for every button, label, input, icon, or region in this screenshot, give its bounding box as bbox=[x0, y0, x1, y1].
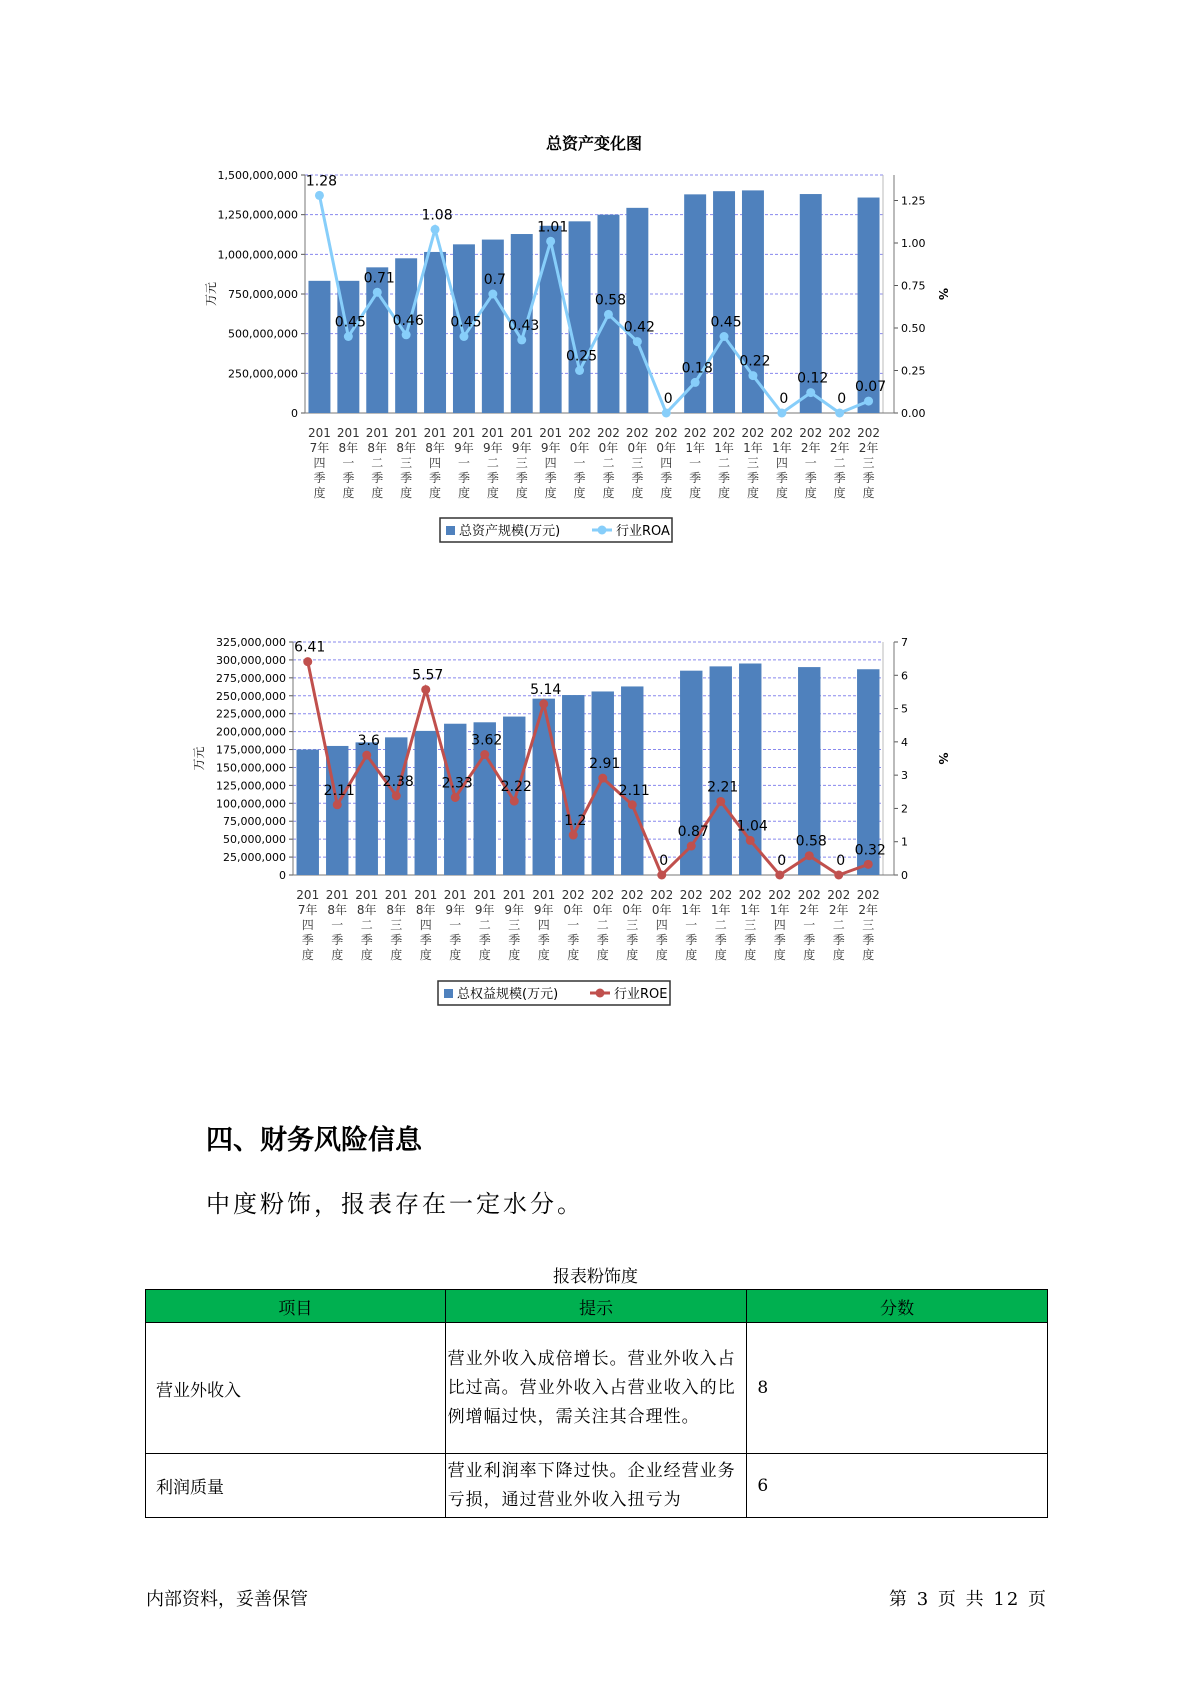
y-tick-label: 150,000,000 bbox=[216, 761, 286, 775]
x-tick-label: 202 1年一季度 bbox=[683, 426, 707, 500]
footer-page-number: 第 3 页 共 12 页 bbox=[889, 1589, 1048, 1610]
x-tick-label: 201 8年四季度 bbox=[414, 888, 438, 962]
data-label: 1.01 bbox=[537, 219, 569, 236]
y-tick-label: 25,000,000 bbox=[223, 851, 286, 865]
x-tick-label: 202 1年二季度 bbox=[709, 888, 733, 962]
y-axis-label: 万元 bbox=[192, 746, 206, 771]
y-tick-label: 75,000,000 bbox=[223, 815, 286, 829]
data-label: 0.42 bbox=[623, 319, 655, 336]
row-hint: 营业利润率下降过快。企业经营业务亏损，通过营业外收入扭亏为 bbox=[445, 1454, 747, 1518]
line-point bbox=[662, 409, 671, 418]
header-item: 项目 bbox=[146, 1290, 446, 1323]
data-label: 5.14 bbox=[530, 681, 562, 698]
y-tick-label: 250,000,000 bbox=[216, 689, 286, 703]
y2-axis-label: % bbox=[936, 287, 950, 301]
x-tick-label: 201 8年三季度 bbox=[384, 888, 408, 962]
data-label: 2.33 bbox=[441, 775, 473, 792]
x-tick-label: 201 9年一季度 bbox=[452, 426, 476, 500]
x-tick-label: 202 1年四季度 bbox=[770, 426, 794, 500]
line-point bbox=[805, 851, 814, 860]
x-tick-label: 201 9年二季度 bbox=[473, 888, 497, 962]
y-tick-label: 0 bbox=[279, 869, 286, 882]
line-point bbox=[598, 774, 607, 783]
x-tick-label: 201 8年一季度 bbox=[325, 888, 349, 962]
line-point bbox=[569, 831, 578, 840]
x-tick-label: 201 8年一季度 bbox=[336, 426, 360, 500]
data-label: 0.25 bbox=[565, 348, 598, 365]
section-text: 中度粉饰，报表存在一定水分。 bbox=[206, 1190, 584, 1218]
bar bbox=[626, 208, 648, 413]
x-tick-label: 202 0年二季度 bbox=[591, 888, 615, 962]
data-label: 0 bbox=[836, 853, 846, 869]
line-point bbox=[834, 871, 843, 880]
bar bbox=[562, 695, 587, 875]
legend-label-line: 行业ROA bbox=[616, 524, 670, 539]
data-label: 0.32 bbox=[854, 842, 886, 859]
bar bbox=[540, 226, 562, 413]
data-label: 2.21 bbox=[707, 779, 739, 796]
bar bbox=[356, 742, 378, 875]
table-header-row bbox=[146, 1290, 1048, 1323]
y-tick-label: 500,000,000 bbox=[228, 327, 298, 341]
bar bbox=[424, 252, 446, 413]
data-label: 0.12 bbox=[797, 370, 829, 387]
y-tick-label: 250,000,000 bbox=[228, 367, 298, 381]
x-tick-label: 202 0年三季度 bbox=[620, 888, 644, 962]
y-tick-label: 125,000,000 bbox=[216, 779, 286, 793]
data-label: 0.45 bbox=[334, 314, 366, 331]
x-tick-label: 201 8年四季度 bbox=[423, 426, 447, 500]
x-tick-label: 201 8年三季度 bbox=[394, 426, 418, 500]
line-point bbox=[315, 191, 324, 200]
y2-tick-label: 4 bbox=[901, 735, 908, 749]
legend-swatch-bar bbox=[446, 526, 455, 535]
legend-label-bar: 总权益规模(万元) bbox=[457, 987, 559, 1002]
x-tick-label: 201 7年四季度 bbox=[296, 888, 320, 962]
y2-tick-label: 1.00 bbox=[901, 237, 926, 250]
y-tick-label: 1,000,000,000 bbox=[217, 248, 298, 262]
line-point bbox=[575, 366, 584, 375]
x-tick-label: 202 2年三季度 bbox=[856, 888, 880, 962]
line-point bbox=[480, 750, 489, 759]
x-tick-label: 202 0年三季度 bbox=[625, 426, 649, 500]
row-item: 利润质量 bbox=[146, 1454, 446, 1518]
line-point bbox=[835, 409, 844, 418]
data-label: 0.46 bbox=[392, 312, 424, 329]
legend-swatch-point bbox=[596, 989, 605, 998]
y-tick-label: 0 bbox=[291, 407, 298, 420]
row-item: 营业外收入 bbox=[146, 1323, 446, 1454]
line-point bbox=[333, 800, 342, 809]
total-equity-chart-svg bbox=[170, 635, 1020, 1085]
line-point bbox=[421, 685, 430, 694]
table-row bbox=[146, 1454, 1048, 1518]
row-score: 8 bbox=[747, 1323, 1048, 1454]
y2-tick-label: 0.75 bbox=[901, 279, 926, 293]
y2-tick-label: 0.25 bbox=[901, 364, 926, 378]
section-title: 四、财务风险信息 bbox=[206, 1125, 422, 1156]
legend-swatch-point bbox=[598, 526, 607, 535]
total-assets-chart-svg bbox=[170, 135, 1020, 605]
x-tick-label: 202 1年四季度 bbox=[768, 888, 792, 962]
line-point bbox=[510, 797, 519, 806]
x-tick-label: 201 8年二季度 bbox=[355, 888, 379, 962]
data-label: 1.28 bbox=[305, 173, 338, 190]
y2-tick-label: 6 bbox=[901, 669, 908, 683]
bar bbox=[710, 666, 732, 875]
bar bbox=[503, 717, 525, 875]
y-tick-label: 200,000,000 bbox=[216, 725, 286, 739]
line-point bbox=[451, 793, 460, 802]
line-point bbox=[748, 371, 757, 380]
data-label: 1.04 bbox=[736, 818, 768, 835]
line-point bbox=[303, 657, 312, 666]
row-score: 6 bbox=[747, 1454, 1048, 1518]
header-score: 分数 bbox=[747, 1290, 1048, 1323]
y-tick-label: 175,000,000 bbox=[216, 743, 286, 757]
data-label: 2.91 bbox=[589, 756, 621, 773]
x-tick-label: 202 1年二季度 bbox=[712, 426, 736, 500]
x-tick-label: 201 9年三季度 bbox=[510, 426, 534, 500]
data-label: 1.08 bbox=[421, 207, 453, 224]
y2-tick-label: 0 bbox=[901, 869, 908, 882]
bar bbox=[308, 281, 330, 413]
y2-axis-label: % bbox=[936, 752, 950, 765]
x-tick-label: 201 7年四季度 bbox=[307, 426, 331, 500]
line-point bbox=[402, 330, 411, 339]
x-tick-label: 202 2年二季度 bbox=[827, 888, 851, 962]
data-label: 0.45 bbox=[450, 314, 482, 331]
line-point bbox=[720, 332, 729, 341]
footer-confidential: 内部资料，妥善保管 bbox=[146, 1589, 308, 1610]
y-tick-label: 750,000,000 bbox=[228, 288, 298, 301]
x-tick-label: 201 9年四季度 bbox=[539, 426, 563, 500]
line-point bbox=[431, 225, 440, 234]
data-label: 0.43 bbox=[508, 317, 540, 334]
y-tick-label: 300,000,000 bbox=[216, 653, 286, 667]
data-label: 0.22 bbox=[739, 353, 771, 370]
line-point bbox=[806, 388, 815, 397]
table-row bbox=[146, 1323, 1048, 1454]
data-label: 5.57 bbox=[412, 667, 444, 684]
data-label: 0.07 bbox=[854, 379, 887, 396]
data-label: 0 bbox=[777, 853, 787, 869]
y2-tick-label: 1 bbox=[901, 835, 908, 849]
data-label: 1.2 bbox=[564, 813, 587, 830]
line-point bbox=[864, 860, 873, 869]
data-label: 0 bbox=[663, 391, 673, 407]
line-point bbox=[687, 842, 696, 851]
table-caption: 报表粉饰度 bbox=[553, 1267, 638, 1287]
x-tick-label: 202 0年一季度 bbox=[568, 426, 592, 500]
data-label: 0 bbox=[779, 391, 789, 407]
y2-tick-label: 7 bbox=[901, 636, 908, 649]
x-tick-label: 201 9年三季度 bbox=[502, 888, 526, 962]
x-tick-label: 202 0年一季度 bbox=[561, 888, 585, 962]
x-tick-label: 201 9年四季度 bbox=[532, 888, 556, 962]
row-hint: 营业外收入成倍增长。营业外收入占比过高。营业外收入占营业收入的比例增幅过快，需关注其合理性。 bbox=[445, 1323, 747, 1454]
data-label: 0.45 bbox=[710, 314, 742, 331]
bar bbox=[297, 750, 319, 875]
bar bbox=[713, 191, 735, 413]
x-tick-label: 202 0年四季度 bbox=[654, 426, 678, 500]
data-label: 3.6 bbox=[357, 733, 380, 750]
line-point bbox=[604, 310, 613, 319]
legend-swatch-bar bbox=[444, 989, 453, 998]
line-point bbox=[777, 409, 786, 418]
x-tick-label: 202 2年一季度 bbox=[797, 888, 821, 962]
x-tick-label: 202 0年二季度 bbox=[596, 426, 620, 500]
bar bbox=[569, 221, 591, 413]
bar bbox=[482, 240, 504, 413]
header-hint: 提示 bbox=[445, 1290, 747, 1323]
total-assets-chart bbox=[170, 135, 1020, 605]
x-tick-label: 202 2年三季度 bbox=[857, 426, 881, 500]
x-tick-label: 201 9年一季度 bbox=[443, 888, 467, 962]
line-point bbox=[362, 751, 371, 760]
y2-tick-label: 0.50 bbox=[901, 322, 926, 335]
x-tick-label: 202 1年三季度 bbox=[741, 426, 765, 500]
y-axis-label: 万元 bbox=[204, 281, 218, 307]
y-tick-label: 275,000,000 bbox=[216, 671, 286, 685]
data-label: 0 bbox=[659, 853, 669, 869]
y-tick-label: 1,500,000,000 bbox=[217, 169, 298, 182]
x-tick-label: 202 1年一季度 bbox=[679, 888, 703, 962]
line-point bbox=[373, 288, 382, 297]
line-point bbox=[746, 836, 755, 845]
line-point bbox=[775, 871, 784, 880]
data-label: 2.22 bbox=[500, 779, 532, 796]
data-label: 6.41 bbox=[294, 639, 326, 656]
line-point bbox=[539, 699, 548, 708]
data-label: 0 bbox=[837, 391, 847, 407]
chart-title: 总资产变化图 bbox=[545, 135, 643, 153]
data-label: 0.87 bbox=[677, 824, 709, 841]
bar bbox=[621, 686, 643, 875]
x-tick-label: 202 0年四季度 bbox=[650, 888, 674, 962]
y-tick-label: 1,250,000,000 bbox=[217, 208, 298, 222]
line-point bbox=[716, 797, 725, 806]
data-label: 0.71 bbox=[363, 270, 395, 287]
legend-label-bar: 总资产规模(万元) bbox=[459, 524, 561, 539]
line-point bbox=[392, 791, 401, 800]
data-label: 2.38 bbox=[382, 773, 414, 790]
y2-tick-label: 5 bbox=[901, 702, 908, 716]
x-tick-label: 201 9年二季度 bbox=[481, 426, 505, 500]
y2-tick-label: 0.00 bbox=[901, 407, 926, 420]
y-tick-label: 325,000,000 bbox=[216, 636, 286, 649]
bar bbox=[415, 731, 437, 875]
data-label: 2.11 bbox=[618, 782, 650, 799]
x-tick-label: 202 2年一季度 bbox=[799, 426, 823, 500]
line-point bbox=[691, 378, 700, 387]
line-point bbox=[459, 332, 468, 341]
y2-tick-label: 2 bbox=[901, 802, 908, 816]
legend-label-line: 行业ROE bbox=[614, 987, 668, 1002]
risk-table bbox=[145, 1289, 1048, 1518]
line-point bbox=[546, 237, 555, 246]
x-tick-label: 202 1年三季度 bbox=[738, 888, 762, 962]
y-tick-label: 50,000,000 bbox=[223, 833, 286, 847]
line-point bbox=[344, 332, 353, 341]
line-point bbox=[657, 871, 666, 880]
y-tick-label: 225,000,000 bbox=[216, 707, 286, 721]
y2-tick-label: 3 bbox=[901, 769, 908, 783]
y-tick-label: 100,000,000 bbox=[216, 797, 286, 811]
line-point bbox=[633, 337, 642, 346]
data-label: 0.58 bbox=[795, 833, 827, 850]
total-equity-chart bbox=[170, 635, 1020, 1085]
data-label: 0.58 bbox=[594, 292, 627, 309]
line-point bbox=[628, 800, 637, 809]
line-point bbox=[864, 397, 873, 406]
x-tick-label: 201 8年二季度 bbox=[365, 426, 389, 500]
y2-tick-label: 1.25 bbox=[901, 194, 926, 208]
data-label: 0.7 bbox=[483, 272, 506, 288]
data-label: 2.11 bbox=[323, 782, 355, 799]
x-tick-label: 202 2年二季度 bbox=[828, 426, 852, 500]
line-point bbox=[517, 335, 526, 344]
data-label: 0.18 bbox=[681, 360, 713, 377]
data-label: 3.62 bbox=[471, 732, 503, 749]
line-point bbox=[488, 290, 497, 299]
bar bbox=[385, 737, 407, 875]
